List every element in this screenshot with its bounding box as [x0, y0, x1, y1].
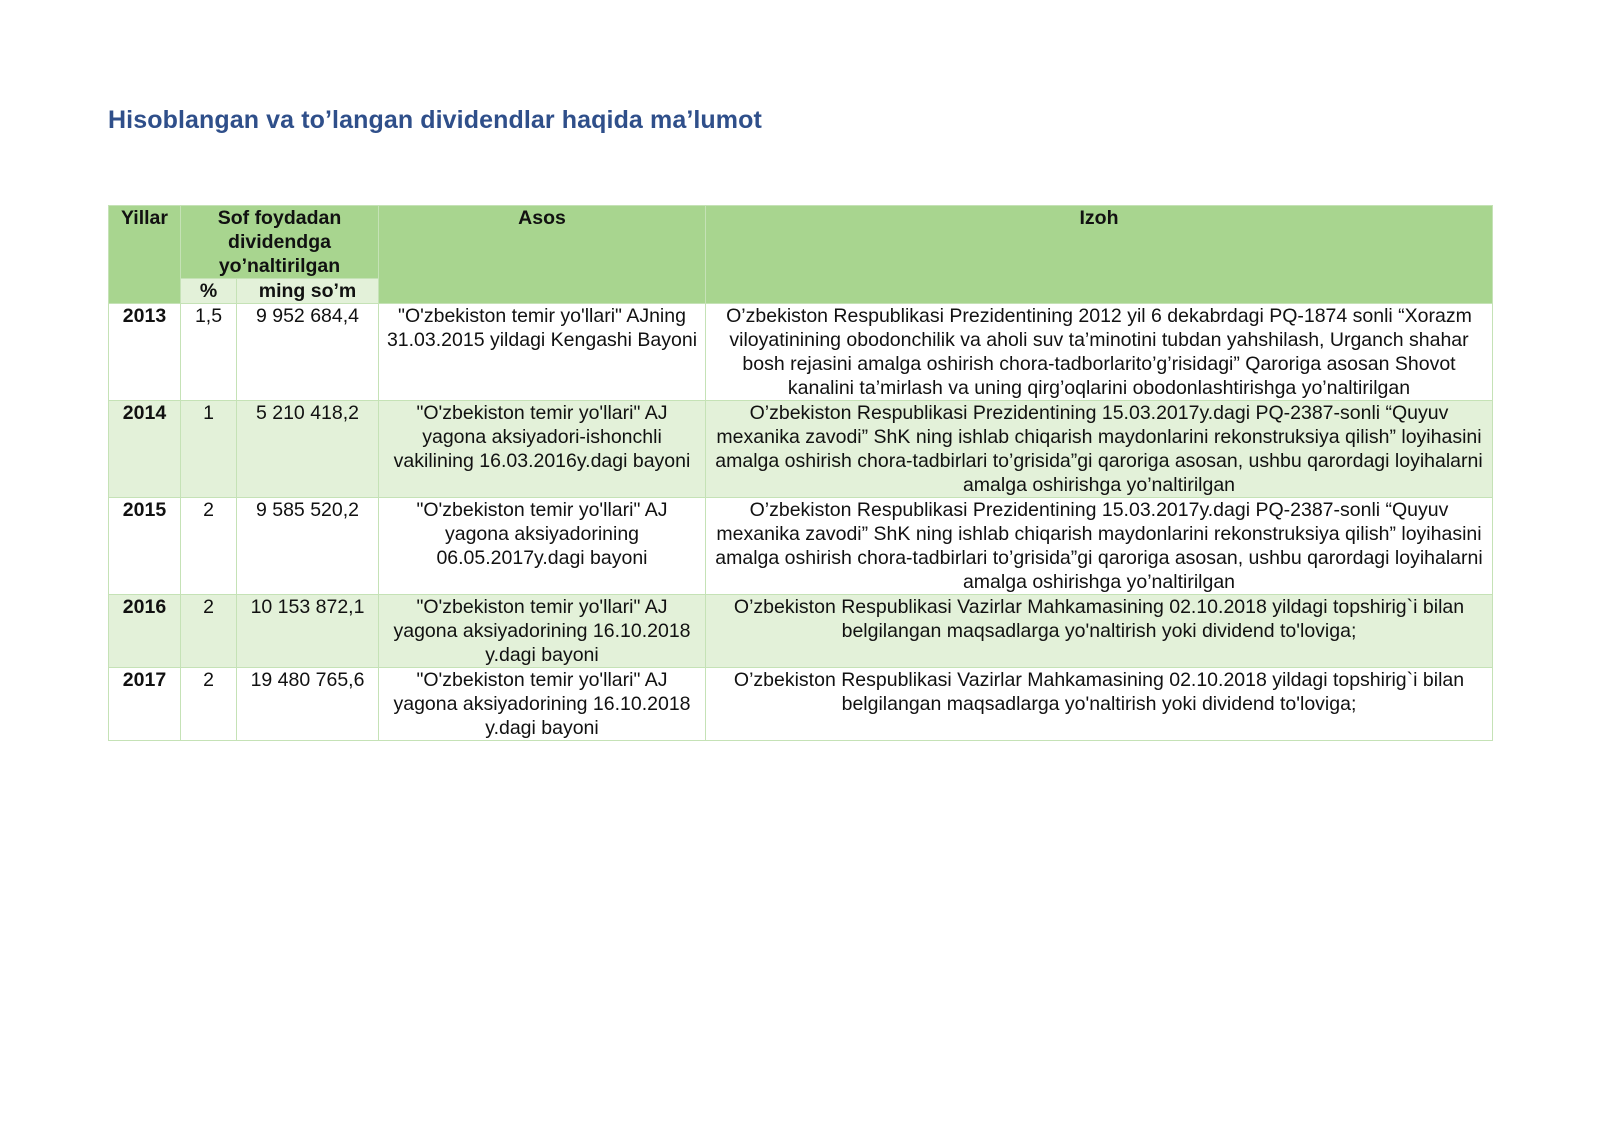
cell-note: O’zbekiston Respublikasi Prezidentining 15.03.2017y.dagi PQ-2387-sonli “Quyuv mexanika zavodi” ShK ning ishlab chiqarish maydonlarini rekonstruksiya qilish” loyihasini amalga oshirish chora-tadbirlari to’grisida”gi qaroriga asosan, ushbu qarordagi loyihalarni amalga oshirishga yo’naltirilgan: [706, 498, 1493, 595]
cell-percent: 2: [181, 498, 237, 595]
header-amount: ming so’m: [237, 279, 379, 304]
cell-basis: "O'zbekiston temir yo'llari" AJ yagona aksiyadorining 16.10.2018 y.dagi bayoni: [379, 595, 706, 668]
cell-amount: 5 210 418,2: [237, 401, 379, 498]
cell-amount: 9 585 520,2: [237, 498, 379, 595]
cell-amount: 10 153 872,1: [237, 595, 379, 668]
table-header-row: [109, 206, 1493, 279]
dividends-table: [108, 205, 1493, 741]
cell-percent: 1,5: [181, 304, 237, 401]
header-basis: Asos: [379, 206, 706, 304]
cell-amount: 9 952 684,4: [237, 304, 379, 401]
cell-note: O’zbekiston Respublikasi Prezidentining 15.03.2017y.dagi PQ-2387-sonli “Quyuv mexanika zavodi” ShK ning ishlab chiqarish maydonlarini rekonstruksiya qilish” loyihasini amalga oshirish chora-tadbirlari to’grisida”gi qaroriga asosan, ushbu qarordagi loyihalarni amalga oshirishga yo’naltirilgan: [706, 401, 1493, 498]
table-row: [109, 401, 1493, 498]
cell-year: 2013: [109, 304, 181, 401]
cell-amount: 19 480 765,6: [237, 668, 379, 741]
cell-basis: "O'zbekiston temir yo'llari" AJ yagona aksiyadori-ishonchli vakilining 16.03.2016y.dagi bayoni: [379, 401, 706, 498]
header-note: Izoh: [706, 206, 1493, 304]
cell-basis: "O'zbekiston temir yo'llari" AJ yagona aksiyadorining 16.10.2018 y.dagi bayoni: [379, 668, 706, 741]
header-years: Yillar: [109, 206, 181, 304]
cell-percent: 2: [181, 668, 237, 741]
cell-year: 2017: [109, 668, 181, 741]
table-row: [109, 498, 1493, 595]
page-title: Hisoblangan va to’langan dividendlar haqida ma’lumot: [108, 106, 762, 134]
cell-basis: "O'zbekiston temir yo'llari" AJ yagona aksiyadorining 06.05.2017y.dagi bayoni: [379, 498, 706, 595]
header-percent: %: [181, 279, 237, 304]
table-row: [109, 595, 1493, 668]
cell-percent: 2: [181, 595, 237, 668]
cell-note: O’zbekiston Respublikasi Vazirlar Mahkamasining 02.10.2018 yildagi topshirig`i bilan belgilangan maqsadlarga yo'naltirish yoki dividend to'loviga;: [706, 668, 1493, 741]
cell-note: O’zbekiston Respublikasi Vazirlar Mahkamasining 02.10.2018 yildagi topshirig`i bilan belgilangan maqsadlarga yo'naltirish yoki dividend to'loviga;: [706, 595, 1493, 668]
table-row: [109, 668, 1493, 741]
header-dividend-group: Sof foydadan dividendga yo’naltirilgan: [181, 206, 379, 279]
cell-year: 2016: [109, 595, 181, 668]
cell-note: O’zbekiston Respublikasi Prezidentining 2012 yil 6 dekabrdagi PQ-1874 sonli “Xorazm viloyatinining obodonchilik va aholi suv ta’minotini tubdan yahshilash, Urganch shahar bosh rejasini amalga oshirish chora-tadborlarito’g’risidagi” Qaroriga asosan Shovot kanalini ta’mirlash va uning qirg’oqlarini obodonlashtirishga yo’naltirilgan: [706, 304, 1493, 401]
cell-basis: "O'zbekiston temir yo'llari" AJning 31.03.2015 yildagi Kengashi Bayoni: [379, 304, 706, 401]
cell-percent: 1: [181, 401, 237, 498]
cell-year: 2014: [109, 401, 181, 498]
cell-year: 2015: [109, 498, 181, 595]
table-row: [109, 304, 1493, 401]
